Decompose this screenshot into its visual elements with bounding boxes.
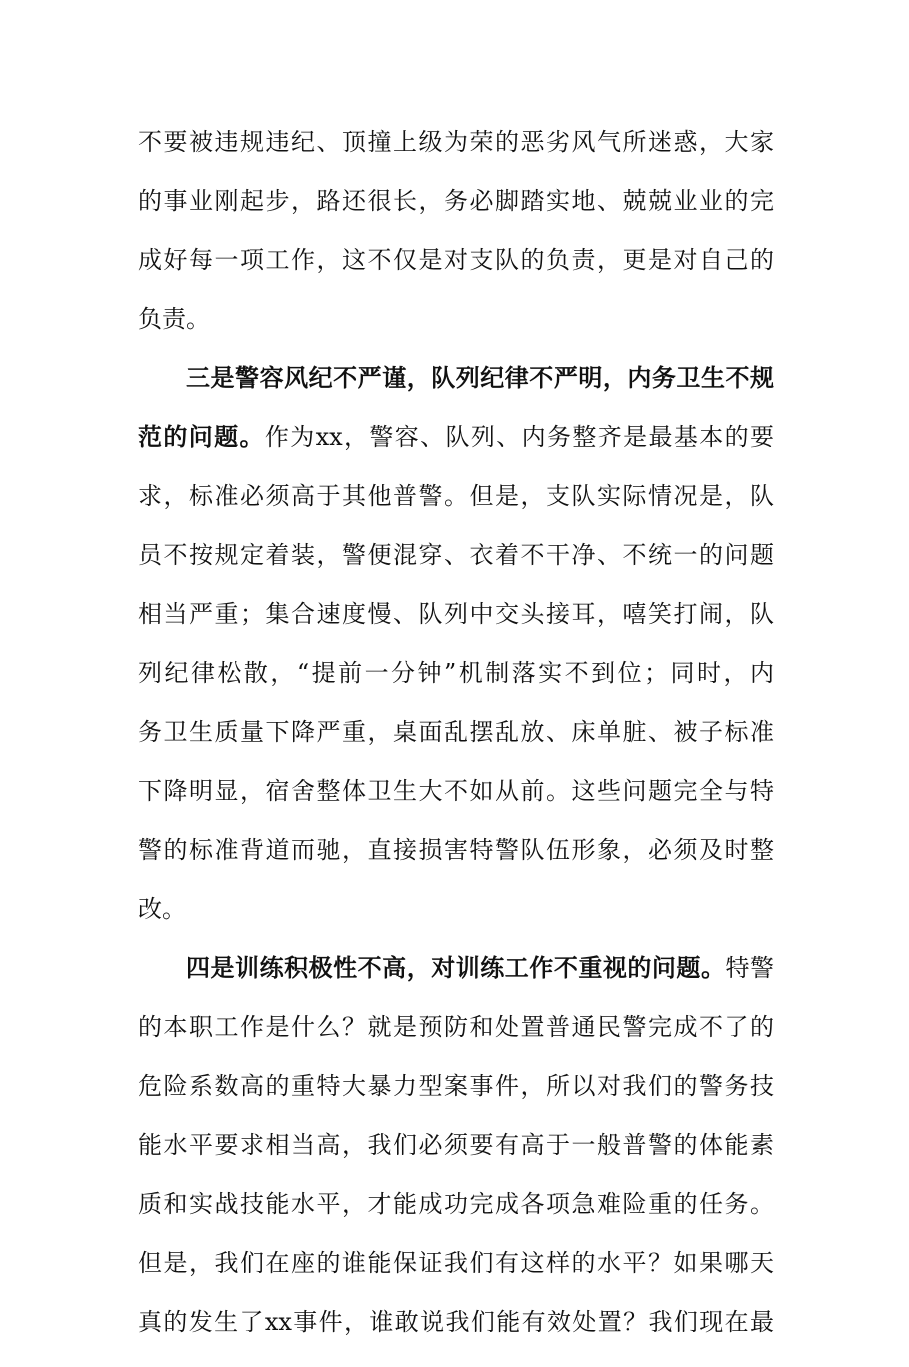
text-line: 警的标准背道而驰，直接损害特警队伍形象，必须及时整: [138, 836, 774, 864]
paragraph-2: [138, 364, 774, 947]
text-line: 真的发生了xx事件，谁敢说我们能有效处置？我们现在最: [138, 1308, 774, 1336]
paragraph-heading: 范的问题。: [138, 422, 265, 451]
paragraph-heading: 四是训练积极性不高，对训练工作不重视的问题。: [186, 953, 726, 982]
paragraph-heading: 三是警容风纪不严谨，队列纪律不严明，内务卫生不规: [186, 363, 774, 392]
text-line: 不要被违规违纪、顶撞上级为荣的恶劣风气所迷惑，大家: [138, 128, 774, 156]
text-line: 危险系数高的重特大暴力型案事件，所以对我们的警务技: [138, 1072, 774, 1100]
text-line: 务卫生质量下降严重，桌面乱摆乱放、床单脏、被子标准: [138, 718, 774, 746]
paragraph-1: [138, 128, 774, 357]
text-line: 成好每一项工作，这不仅是对支队的负责，更是对自己的: [138, 246, 774, 274]
text-line: 列纪律松散，“提前一分钟”机制落实不到位；同时，内: [138, 659, 774, 687]
text-line: [138, 364, 774, 416]
text-line: 质和实战技能水平，才能成功完成各项急难险重的任务。: [138, 1190, 774, 1218]
paragraph-3: [138, 954, 774, 1360]
text-line: 的本职工作是什么？就是预防和处置普通民警完成不了的: [138, 1013, 774, 1041]
text-line: 改。: [138, 895, 186, 923]
text-line: 能水平要求相当高，我们必须要有高于一般普警的体能素: [138, 1131, 774, 1159]
text-line: 相当严重；集合速度慢、队列中交头接耳，嘻笑打闹，队: [138, 600, 774, 628]
text-line: 员不按规定着装，警便混穿、衣着不干净、不统一的问题: [138, 541, 774, 569]
text-line: 负责。: [138, 305, 210, 333]
text-line: 求，标准必须高于其他普警。但是，支队实际情况是，队: [138, 482, 774, 510]
text-line: 范的问题。作为xx，警容、队列、内务整齐是最基本的要: [138, 422, 774, 451]
text-line: 四是训练积极性不高，对训练工作不重视的问题。特警: [186, 953, 775, 982]
text-line: 但是，我们在座的谁能保证我们有这样的水平？如果哪天: [138, 1249, 774, 1277]
document-body: [138, 128, 774, 1367]
text-line: 下降明显，宿舍整体卫生大不如从前。这些问题完全与特: [138, 777, 774, 805]
text-line: 的事业刚起步，路还很长，务必脚踏实地、兢兢业业的完: [138, 187, 774, 215]
